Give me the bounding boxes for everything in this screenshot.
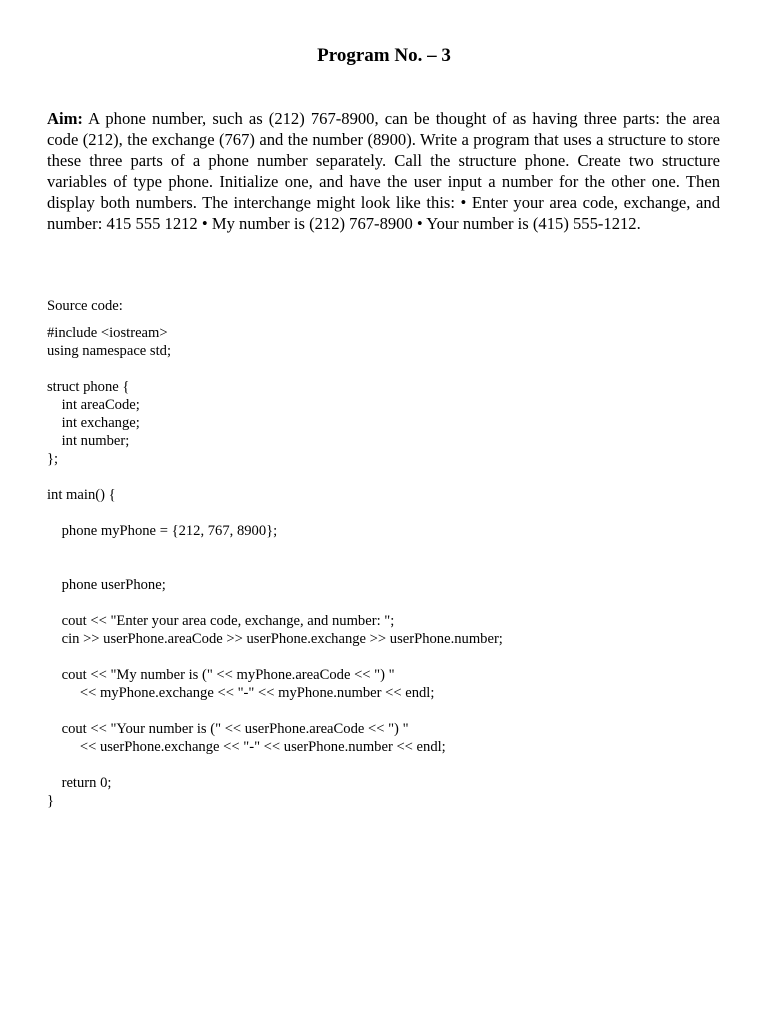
code-line: cin >> userPhone.areaCode >> userPhone.exchange >> userPhone.number;: [47, 631, 503, 647]
code-line: int exchange;: [47, 415, 140, 431]
code-line: [47, 540, 747, 558]
code-line: int number;: [47, 433, 130, 449]
code-line: phone myPhone = {212, 767, 8900};: [47, 523, 278, 539]
code-line: cout << "Your number is (" << userPhone.areaCode << ") ": [47, 721, 409, 737]
code-line: [47, 594, 747, 612]
code-line: int areaCode;: [47, 397, 140, 413]
aim-label: Aim:: [47, 109, 83, 128]
code-line: };: [47, 451, 59, 467]
code-line: [47, 558, 747, 576]
code-line: [47, 468, 747, 486]
source-code-label: Source code:: [47, 298, 123, 314]
code-line: return 0;: [47, 775, 112, 791]
aim-paragraph: [47, 108, 720, 234]
code-line: << myPhone.exchange << "-" << myPhone.number << endl;: [47, 685, 435, 701]
code-line: cout << "Enter your area code, exchange, and number: ";: [47, 613, 395, 629]
code-line: struct phone {: [47, 379, 130, 395]
source-code-block: [47, 324, 747, 810]
code-line: [47, 702, 747, 720]
code-line: phone userPhone;: [47, 577, 166, 593]
code-line: [47, 504, 747, 522]
code-line: << userPhone.exchange << "-" << userPhone.number << endl;: [47, 739, 446, 755]
code-line: #include <iostream>: [47, 325, 168, 341]
code-line: using namespace std;: [47, 343, 172, 359]
code-line: }: [47, 793, 55, 809]
program-title: Program No. – 3: [317, 45, 451, 66]
code-line: [47, 756, 747, 774]
code-line: [47, 360, 747, 378]
code-line: cout << "My number is (" << myPhone.areaCode << ") ": [47, 667, 395, 683]
code-line: [47, 648, 747, 666]
code-line: int main() {: [47, 487, 116, 503]
aim-text: A phone number, such as (212) 767-8900, can be thought of as having three parts: the area code (212), the exchange (767) and the number (8900). Write a program that uses a structure to store these three parts of a phone number separately. Call the structure phone. Create two structure variables of type phone. Initialize one, and have the user input a number for the other one. Then display both numbers. The interchange might look like this: • Enter your area code, exchange, and number: 415 555 1212 • My number is (212) 767-8900 • Your number is (415) 555-1212.: [47, 109, 720, 233]
